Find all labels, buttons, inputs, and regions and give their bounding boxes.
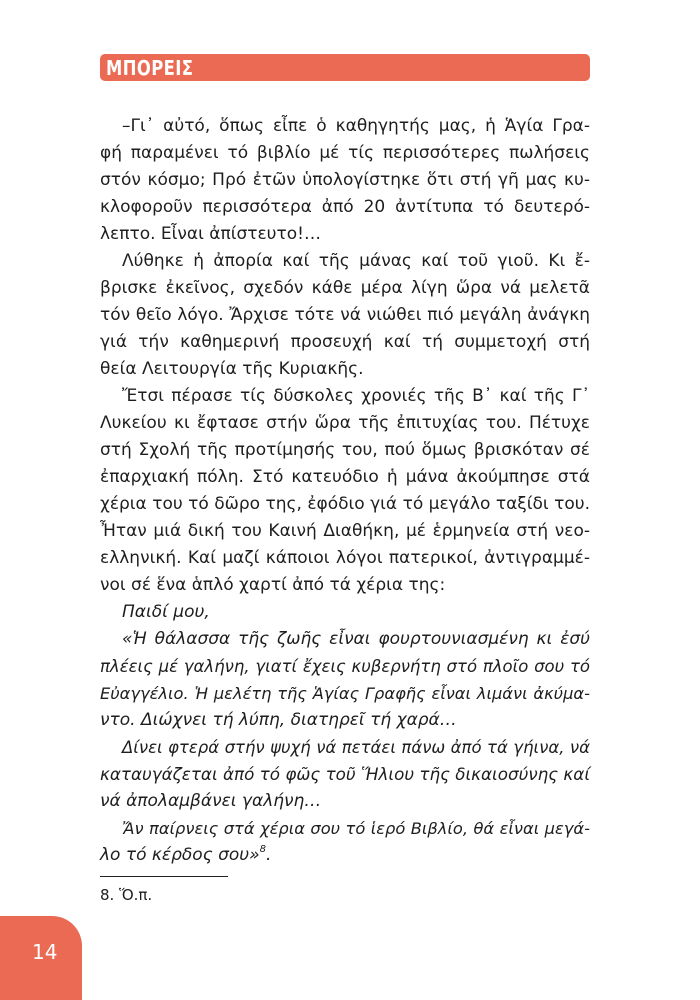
text-line: βρισκε ἐκεῖνος, σχεδόν κάθε μέρα λίγη ὥρα νά μελετᾶ	[100, 278, 590, 298]
text-line: Λύθηκε ἡ ἀπορία καί τῆς μάνας καί τοῦ γιοῦ. Κι ἔ-	[122, 251, 590, 271]
text-line: λεπτο. Εἶναι ἀπίστευτο!…	[100, 224, 321, 244]
text-line: φή παραμένει τό βιβλίο μέ τίς περισσότερες πωλήσεις	[100, 143, 590, 163]
quote-line: Ἄν παίρνεις στά χέρια σου τό ἱερό Βιβλίο, θά εἶναι μεγά-	[122, 819, 590, 838]
quote-line: λο τό κέρδος σου»$^8$.	[100, 844, 272, 865]
text-line: κλοφοροῦν περισσότερα ἀπό 20 ἀντίτυπα τό δευτερό-	[100, 197, 590, 217]
chapter-title: ΜΠΟΡΕΙΣ	[106, 56, 194, 80]
quote-line: νά ἀπολαμβάνει γαλήνη…	[100, 791, 322, 811]
text-line: ἐπαρχιακή πόλη. Στό κατευόδιο ἡ μάνα ἀκούμπησε στά	[100, 467, 590, 487]
text-line: γιά τήν καθημερινή προσευχή καί τή συμμετοχή στή	[100, 332, 590, 352]
chapter-header-bar	[100, 54, 590, 81]
text-line: θεία Λειτουργία τῆς Κυριακῆς.	[100, 359, 364, 379]
quote-line: Παιδί μου,	[122, 602, 210, 622]
quote-line: Δίνει φτερά στήν ψυχή νά πετάει πάνω ἀπό τά γήινα, νά	[122, 738, 590, 757]
text-line: Ἦταν μιά δική του Καινή Διαθήκη, μέ ἑρμηνεία στή νεο-	[100, 521, 590, 541]
text-line: στόν κόσμο; Πρό ἐτῶν ὑπολογίστηκε ὅτι στή γῆ μας κυ-	[100, 170, 590, 190]
quote-line-text: λο τό κέρδος σου»	[100, 845, 260, 865]
text-line: –Γι᾽ αὐτό, ὅπως εἶπε ὁ καθηγητής μας, ἡ Ἁγία Γρα-	[122, 116, 590, 136]
page-number: 14	[32, 940, 58, 964]
quote-line: «Ἡ θάλασσα τῆς ζωῆς εἶναι φουρτουνιασμένη κι ἐσύ	[122, 629, 590, 649]
text-line: Ἔτσι πέρασε τίς δύσκολες χρονιές τῆς Β᾽ καί τῆς Γ᾽	[122, 386, 590, 406]
text-line: τόν θεῖο λόγο. Ἄρχισε τότε νά νιώθει πιό μεγάλη ἀνάγκη	[100, 305, 590, 325]
page-number-tab	[0, 916, 82, 1000]
footnote: 8. Ὅ.π.	[100, 886, 153, 904]
text-line: νοι σέ ἕνα ἁπλό χαρτί ἀπό τά χέρια της:	[100, 575, 446, 595]
text-line: Λυκείου κι ἔφτασε στήν ὥρα τῆς ἐπιτυχίας του. Πέτυχε	[100, 413, 590, 433]
body-text	[100, 113, 590, 869]
quote-line: Εὐαγγέλιο. Ἡ μελέτη τῆς Ἁγίας Γραφῆς εἶναι λιμάνι ἀκύμα-	[100, 684, 590, 703]
text-line: ελληνική. Καί μαζί κάποιοι λόγοι πατερικοί, ἀντιγραμμέ-	[100, 548, 590, 568]
footnote-reference: 8	[259, 844, 266, 856]
quote-line: καταυγάζεται ἀπό τό φῶς τοῦ Ἥλιου τῆς δικαιοσύνης καί	[100, 764, 590, 784]
quote-line: πλέεις μέ γαλήνη, γιατί ἔχεις κυβερνήτη στό πλοῖο σου τό	[100, 657, 590, 676]
text-line: χέρια του τό δῶρο της, ἐφόδιο γιά τό μεγάλο ταξίδι του.	[100, 494, 590, 514]
footnote-divider	[100, 876, 228, 877]
quote-line: ντο. Διώχνει τή λύπη, διατηρεῖ τή χαρά…	[100, 710, 457, 730]
text-line: στή Σχολή τῆς προτίμησής του, πού ὅμως βρισκόταν σέ	[100, 440, 590, 460]
